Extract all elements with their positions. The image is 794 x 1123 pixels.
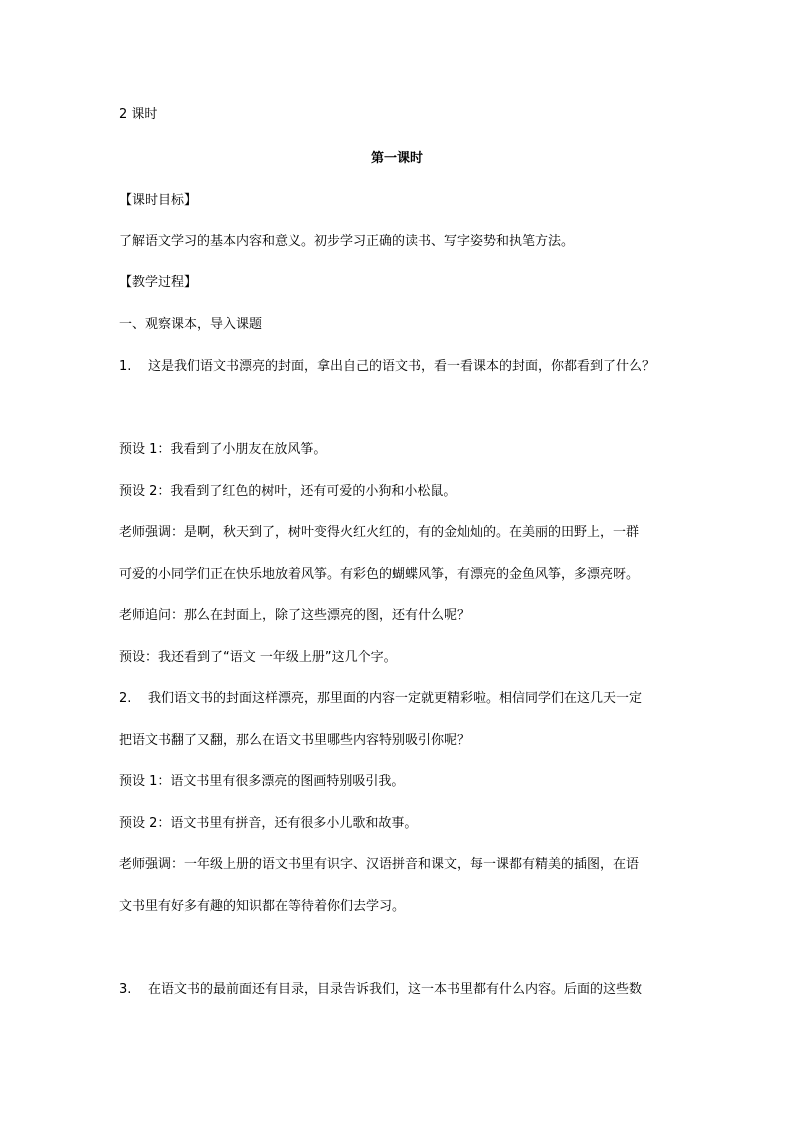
paragraph-preset-2: 预设 2：我看到了红色的树叶，还有可爱的小狗和小松鼠。 xyxy=(119,484,457,499)
section-title: 第一课时 xyxy=(370,151,423,166)
paragraph-preset-5: 预设 2：语文书里有拼音，还有很多小儿歌和故事。 xyxy=(119,816,418,831)
paragraph-teacher-question: 老师追问：那么在封面上，除了这些漂亮的图，还有什么呢？ xyxy=(119,608,471,623)
paragraph-preset-4: 预设 1：语文书里有很多漂亮的图画特别吸引我。 xyxy=(119,774,405,789)
lesson-count: 2 课时 xyxy=(119,107,158,122)
goal-text: 了解语文学习的基本内容和意义。初步学习正确的读书、写字姿势和执笔方法。 xyxy=(119,234,575,249)
paragraph-teacher-emphasis-1-line1: 老师强调：是啊，秋天到了，树叶变得火红火红的，有的金灿灿的。在美丽的田野上，一群 xyxy=(119,525,640,540)
item-3-number: 3. xyxy=(119,982,132,997)
item-1 xyxy=(119,358,655,376)
goal-heading: 【课时目标】 xyxy=(119,193,198,208)
item-2-text: 我们语文书的封面这样漂亮，那里面的内容一定就更精彩啦。相信同学们在这几天一定 xyxy=(148,691,643,706)
item-2-line1 xyxy=(119,690,642,708)
process-heading: 【教学过程】 xyxy=(119,275,198,290)
item-1-number: 1. xyxy=(119,359,132,374)
paragraph-preset-3: 预设：我还看到了“语文 一年级上册”这几个字。 xyxy=(119,650,397,665)
paragraph-teacher-emphasis-1-line2: 可爱的小同学们正在快乐地放着风筝。有彩色的蝴蝶风筝，有漂亮的金鱼风筝，多漂亮呀。 xyxy=(119,567,640,582)
paragraph-teacher-emphasis-2-line1: 老师强调：一年级上册的语文书里有识字、汉语拼音和课文，每一课都有精美的插图，在语 xyxy=(119,857,640,872)
item-2-line2: 把语文书翻了又翻，那么在语文书里哪些内容特别吸引你呢？ xyxy=(119,733,471,748)
item-3 xyxy=(119,981,642,999)
step1-heading: 一、观察课本，导入课题 xyxy=(119,317,263,332)
paragraph-teacher-emphasis-2-line2: 文书里有好多有趣的知识都在等待着你们去学习。 xyxy=(119,899,406,914)
item-3-text: 在语文书的最前面还有目录，目录告诉我们，这一本书里都有什么内容。后面的这些数 xyxy=(148,982,643,997)
item-1-text: 这是我们语文书漂亮的封面，拿出自己的语文书，看一看课本的封面，你都看到了什么？ xyxy=(148,359,656,374)
paragraph-preset-1: 预设 1：我看到了小朋友在放风筝。 xyxy=(119,442,327,457)
item-2-number: 2. xyxy=(119,691,132,706)
